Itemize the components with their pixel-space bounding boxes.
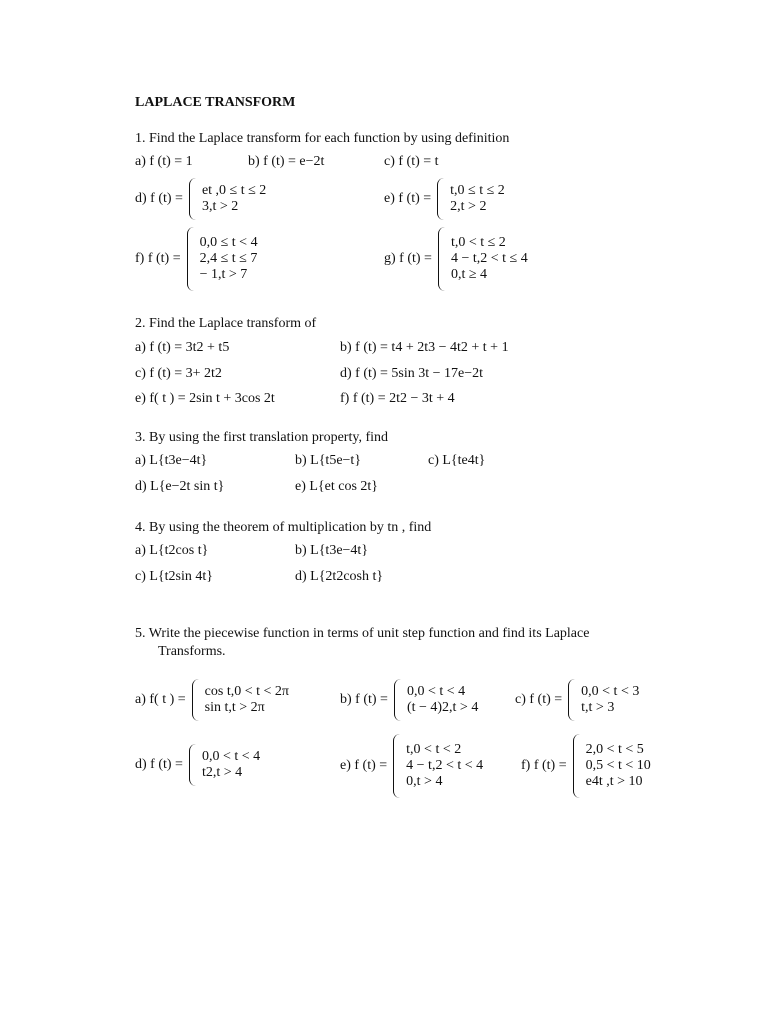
s2-item-a: a) f (t) = 3t2 + t5	[135, 340, 230, 355]
case-line: t,t > 3	[581, 700, 615, 715]
case-line: e4t ,t > 10	[585, 774, 643, 789]
s3-item-c: c) L{te4t}	[428, 453, 486, 468]
case-line: 0,5 < t < 10	[585, 758, 651, 773]
s4-heading: 4. By using the theorem of multiplication by tn , find	[135, 520, 432, 535]
s1-heading: 1. Find the Laplace transform for each function by using definition	[135, 131, 510, 146]
case-line: 2,t > 2	[450, 199, 487, 214]
page-title: LAPLACE TRANSFORM	[135, 95, 296, 110]
s5-item-a	[135, 679, 289, 721]
left-brace	[438, 227, 447, 291]
s2-heading: 2. Find the Laplace transform of	[135, 316, 317, 331]
left-brace	[437, 178, 446, 220]
case-line: t2,t > 4	[201, 765, 243, 780]
s1-item-c: c) f (t) = t	[384, 154, 439, 169]
case-line: 0,0 < t < 4	[406, 684, 466, 699]
s3-item-a: a) L{t3e−4t}	[135, 453, 208, 468]
s5-a-label: a) f( t ) =	[135, 692, 186, 707]
s4-item-b: b) L{t3e−4t}	[295, 543, 369, 558]
s5-heading-line1: 5. Write the piecewise function in terms of unit step function and find its Laplace	[135, 626, 590, 641]
s5-heading-line2: Transforms.	[158, 644, 226, 659]
case-line: 0,0 < t < 4	[201, 749, 261, 764]
s5-c-label: c) f (t) =	[515, 692, 563, 707]
left-brace	[192, 679, 201, 721]
s5-d-label: d) f (t) =	[135, 757, 183, 772]
case-line: 4 − t,2 < t < 4	[406, 758, 484, 773]
s4-item-a: a) L{t2cos t}	[135, 543, 209, 558]
case-line: 4 − t,2 < t ≤ 4	[450, 251, 528, 266]
s4-item-c: c) L{t2sin 4t}	[135, 569, 213, 584]
s1-item-a: a) f (t) = 1	[135, 154, 193, 169]
left-brace	[189, 178, 198, 220]
s5-e-label: e) f (t) =	[340, 758, 388, 773]
left-brace	[393, 734, 402, 798]
s1-g-label: g) f (t) =	[384, 251, 432, 266]
s1-e-cases	[450, 183, 505, 215]
s5-item-d	[135, 744, 260, 786]
s3-item-e: e) L{et cos 2t}	[295, 479, 379, 494]
left-brace	[568, 679, 577, 721]
s1-item-g	[384, 227, 528, 291]
s5-f-cases	[586, 742, 651, 790]
s5-e-cases	[406, 742, 483, 790]
s2-item-e: e) f( t ) = 2sin t + 3cos 2t	[135, 391, 275, 406]
s1-f-cases	[200, 235, 258, 283]
s5-d-cases	[202, 749, 260, 781]
case-line: t,0 < t ≤ 2	[450, 235, 506, 250]
case-line: cos t,0 < t < 2π	[204, 684, 289, 699]
s1-g-cases	[451, 235, 528, 283]
case-line: sin t,t > 2π	[204, 700, 265, 715]
s1-d-label: d) f (t) =	[135, 191, 183, 206]
s1-f-label: f) f (t) =	[135, 251, 181, 266]
case-line: et ,0 ≤ t ≤ 2	[201, 183, 267, 198]
s5-b-cases	[407, 684, 478, 716]
s5-b-label: b) f (t) =	[340, 692, 388, 707]
s5-item-b	[340, 679, 478, 721]
s3-item-b: b) L{t5e−t}	[295, 453, 362, 468]
s1-item-d	[135, 178, 266, 220]
s5-item-f	[521, 734, 651, 798]
s1-item-b: b) f (t) = e−2t	[248, 154, 325, 169]
case-line: 0,t > 4	[406, 774, 443, 789]
left-brace	[187, 227, 196, 291]
s1-e-label: e) f (t) =	[384, 191, 432, 206]
s4-item-d: d) L{2t2cosh t}	[295, 569, 384, 584]
case-line: 2,4 ≤ t ≤ 7	[199, 251, 258, 266]
s2-item-d: d) f (t) = 5sin 3t − 17e−2t	[340, 366, 484, 381]
case-line: 3,t > 2	[201, 199, 239, 214]
case-line: 2,0 < t < 5	[585, 742, 644, 757]
case-line: 0,t ≥ 4	[450, 267, 488, 282]
s3-item-d: d) L{e−2t sin t}	[135, 479, 225, 494]
s2-item-c: c) f (t) = 3+ 2t2	[135, 366, 222, 381]
case-line: 0,0 < t < 3	[581, 684, 640, 699]
s2-item-f: f) f (t) = 2t2 − 3t + 4	[340, 391, 455, 406]
case-line: (t − 4)2,t > 4	[406, 700, 479, 715]
s1-item-f	[135, 227, 258, 291]
left-brace	[394, 679, 403, 721]
s5-item-e	[340, 734, 483, 798]
s2-item-b: b) f (t) = t4 + 2t3 − 4t2 + t + 1	[340, 340, 509, 355]
case-line: − 1,t > 7	[199, 267, 248, 282]
s1-d-cases	[202, 183, 266, 215]
case-line: t,0 ≤ t ≤ 2	[450, 183, 505, 198]
s5-c-cases	[581, 684, 639, 716]
case-line: t,0 < t < 2	[406, 742, 462, 757]
case-line: 0,0 ≤ t < 4	[199, 235, 258, 250]
s1-item-e	[384, 178, 505, 220]
s5-a-cases	[205, 684, 289, 716]
left-brace	[189, 744, 198, 786]
s3-heading: 3. By using the first translation property, find	[135, 430, 388, 445]
left-brace	[573, 734, 582, 798]
s5-f-label: f) f (t) =	[521, 758, 567, 773]
s5-item-c	[515, 679, 639, 721]
